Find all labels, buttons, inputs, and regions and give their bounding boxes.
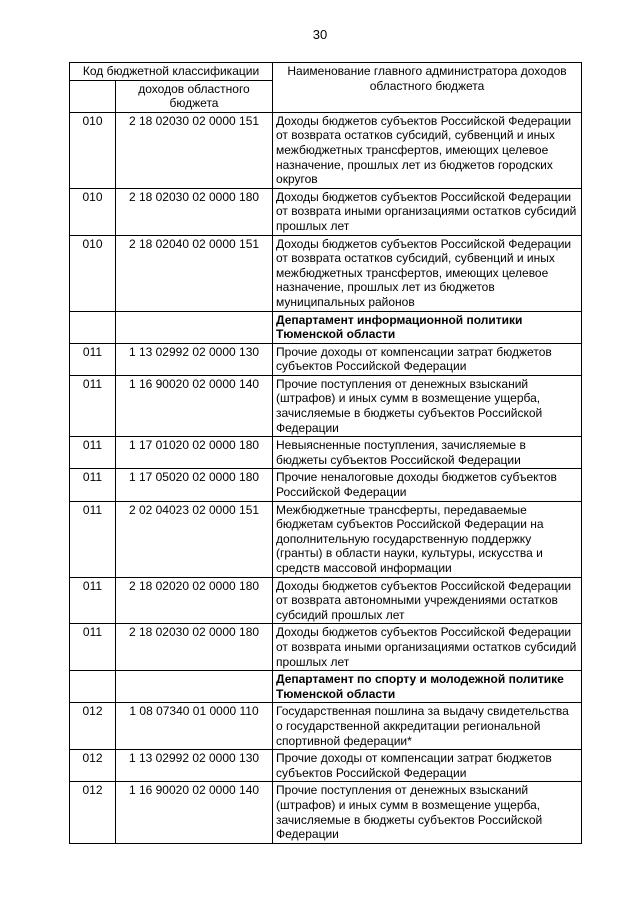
table-row [70,782,582,843]
income-code-cell: 1 17 01020 02 0000 180 [116,437,273,469]
income-name-cell: Прочие поступления от денежных взысканий (штрафов) и иных сумм в возмещение ущерба, зачисляемые в бюджеты субъектов Российской Федерации [273,782,582,843]
income-name-cell: Прочие неналоговые доходы бюджетов субъектов Российской Федерации [273,469,582,501]
income-code-cell: 2 02 04023 02 0000 151 [116,501,273,577]
income-code-cell: 1 17 05020 02 0000 180 [116,469,273,501]
admin-code-cell: 012 [70,782,116,843]
admin-code-cell: 011 [70,375,116,436]
table-row [70,112,582,188]
header-income-code: доходов областного бюджета [116,80,273,112]
admin-code-cell: 012 [70,703,116,750]
admin-code-cell: 011 [70,469,116,501]
table-row [70,501,582,577]
income-name-cell: Невыясненные поступления, зачисляемые в бюджеты субъектов Российской Федерации [273,437,582,469]
table-row [70,750,582,782]
header-admin-code [70,80,116,112]
header-kbk: Код бюджетной классификации [70,63,273,81]
department-row [70,671,582,703]
table-row [70,437,582,469]
admin-code-cell: 010 [70,112,116,188]
income-code-cell [116,311,273,343]
income-code-cell: 1 08 07340 01 0000 110 [116,703,273,750]
income-code-cell: 1 16 90020 02 0000 140 [116,782,273,843]
income-code-cell: 2 18 02020 02 0000 180 [116,577,273,624]
table-row [70,624,582,671]
income-name-cell: Доходы бюджетов субъектов Российской Федерации от возврата остатков субсидий, субвенций и иных межбюджетных трансфертов, имеющих целевое назначение, прошлых лет из бюджетов городских округов [273,112,582,188]
income-code-cell [116,671,273,703]
income-name-cell: Межбюджетные трансферты, передаваемые бюджетам субъектов Российской Федерации на дополнительную государственную поддержку (гранты) в области науки, культуры, искусства и средств массовой информации [273,501,582,577]
income-name-cell: Доходы бюджетов субъектов Российской Федерации от возврата иными организациями остатков субсидий прошлых лет [273,624,582,671]
income-code-cell: 2 18 02030 02 0000 180 [116,188,273,235]
income-code-cell: 2 18 02030 02 0000 180 [116,624,273,671]
header-admin-name: Наименование главного администратора доходов областного бюджета [273,63,582,113]
table-row [70,469,582,501]
income-code-cell: 2 18 02030 02 0000 151 [116,112,273,188]
table-row [70,577,582,624]
income-code-cell: 1 13 02992 02 0000 130 [116,750,273,782]
income-name-cell: Прочие поступления от денежных взысканий (штрафов) и иных сумм в возмещение ущерба, зачисляемые в бюджеты субъектов Российской Федерации [273,375,582,436]
admin-code-cell: 010 [70,188,116,235]
table-row [70,375,582,436]
income-name-cell: Доходы бюджетов субъектов Российской Федерации от возврата иными организациями остатков субсидий прошлых лет [273,188,582,235]
income-name-cell: Государственная пошлина за выдачу свидетельства о государственной аккредитации региональной спортивной федерации* [273,703,582,750]
page-number: 30 [312,27,328,42]
income-code-cell: 1 13 02992 02 0000 130 [116,343,273,375]
income-code-cell: 1 16 90020 02 0000 140 [116,375,273,436]
income-name-cell: Прочие доходы от компенсации затрат бюджетов субъектов Российской Федерации [273,750,582,782]
admin-code-cell: 011 [70,501,116,577]
income-name-cell: Доходы бюджетов субъектов Российской Федерации от возврата автономными учреждениями остатков субсидий прошлых лет [273,577,582,624]
income-name-cell: Департамент по спорту и молодежной политике Тюменской области [273,671,582,703]
table-row [70,235,582,311]
admin-code-cell: 010 [70,235,116,311]
income-name-cell: Департамент информационной политики Тюменской области [273,311,582,343]
table-row [70,703,582,750]
budget-classification-table [69,62,582,844]
income-code-cell: 2 18 02040 02 0000 151 [116,235,273,311]
admin-code-cell [70,311,116,343]
income-name-cell: Прочие доходы от компенсации затрат бюджетов субъектов Российской Федерации [273,343,582,375]
admin-code-cell: 012 [70,750,116,782]
admin-code-cell: 011 [70,343,116,375]
admin-code-cell: 011 [70,437,116,469]
income-name-cell: Доходы бюджетов субъектов Российской Федерации от возврата остатков субсидий, субвенций и иных межбюджетных трансфертов, имеющих целевое назначение, прошлых лет из бюджетов муниципальных районов [273,235,582,311]
admin-code-cell: 011 [70,624,116,671]
department-row [70,311,582,343]
table-header-row [70,63,582,81]
admin-code-cell: 011 [70,577,116,624]
admin-code-cell [70,671,116,703]
table-row [70,343,582,375]
table-row [70,188,582,235]
